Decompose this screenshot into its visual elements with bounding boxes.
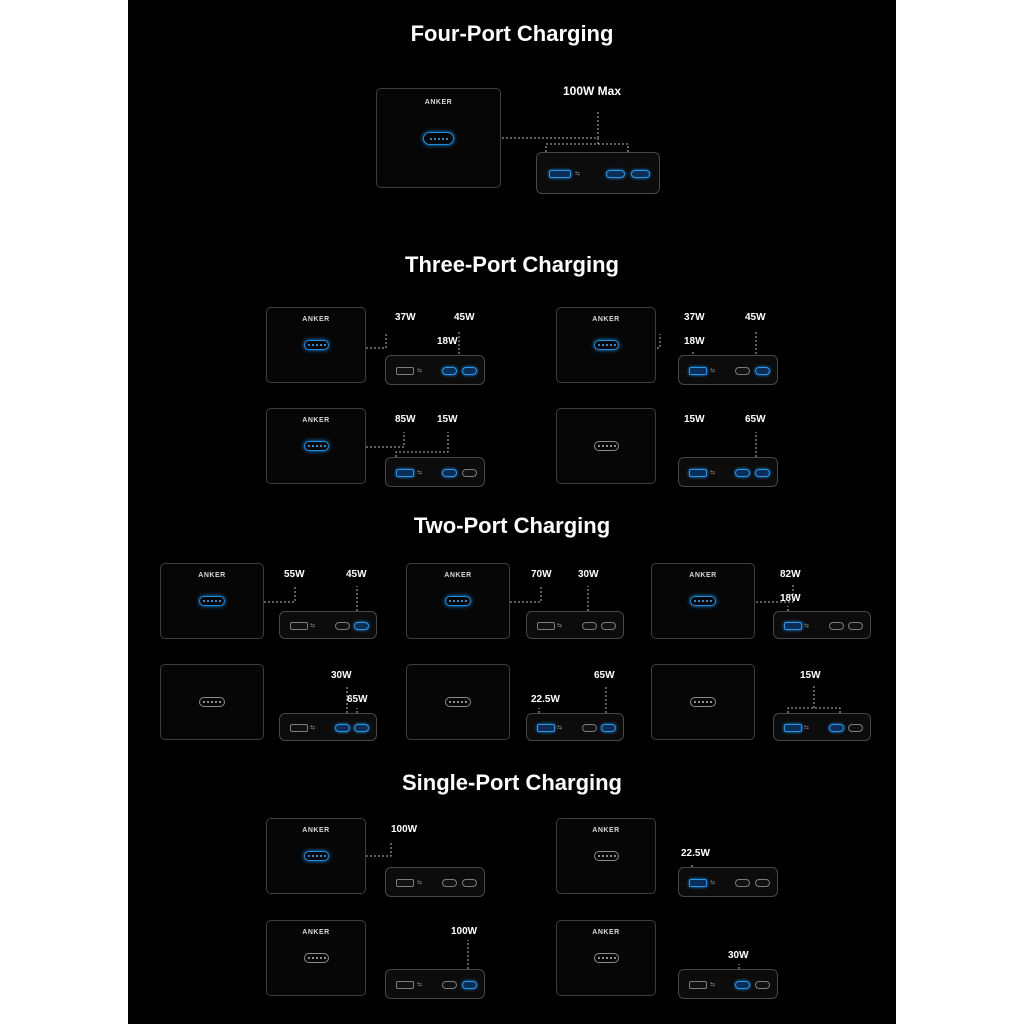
charger-port-side (773, 611, 871, 639)
usb-a-port-icon (549, 170, 571, 178)
usb-c-port-icon (631, 170, 650, 178)
usb-c-port-icon (735, 981, 750, 989)
usb-c-port-icon (442, 469, 457, 477)
usb-c-port-icon (462, 367, 477, 375)
usb-a-port-icon (396, 879, 414, 887)
charger-port-side (526, 713, 624, 741)
anker-logo: ANKER (302, 827, 330, 834)
charger-front-face (160, 563, 264, 639)
anker-logo: ANKER (302, 417, 330, 424)
usb-c-port-icon (582, 724, 597, 732)
wattage-label: 22.5W (681, 848, 710, 859)
wattage-label: 100W (391, 824, 418, 835)
display-indicator-icon (690, 596, 716, 606)
port-symbol-icon: ⇆ (417, 982, 423, 988)
wattage-label: 22.5W (531, 694, 560, 705)
usb-a-port-icon (537, 622, 555, 630)
wattage-label: 100W (451, 926, 478, 937)
charger-front-face (651, 664, 755, 740)
section-title-two-port: Two-Port Charging (413, 513, 611, 538)
anker-logo: ANKER (592, 316, 620, 323)
usb-c-port-icon (601, 724, 616, 732)
charger-port-side (385, 969, 485, 999)
usb-c-port-icon (335, 724, 350, 732)
charger-front-face (651, 563, 755, 639)
charger-port-side (536, 152, 660, 194)
usb-a-port-icon (689, 879, 707, 887)
usb-a-port-icon (396, 469, 414, 477)
anker-logo: ANKER (424, 99, 453, 106)
charger-front-face (556, 818, 656, 894)
usb-c-port-icon (829, 724, 844, 732)
port-symbol-icon: ⇆ (557, 725, 563, 731)
port-symbol-icon: ⇆ (804, 623, 810, 629)
charger-front-face (556, 307, 656, 383)
usb-c-port-icon (462, 879, 477, 887)
charger-port-side (279, 713, 377, 741)
infographic-panel (128, 0, 896, 1024)
charger-port-side (279, 611, 377, 639)
wattage-label: 65W (745, 414, 766, 425)
charger-front-face (406, 563, 510, 639)
usb-a-port-icon (689, 469, 707, 477)
port-symbol-icon: ⇆ (804, 725, 810, 731)
display-indicator-icon (594, 851, 619, 861)
display-indicator-icon (594, 441, 619, 451)
port-symbol-icon: ⇆ (710, 982, 716, 988)
display-indicator-icon (304, 441, 329, 451)
charger-port-side (385, 457, 485, 487)
usb-a-port-icon (784, 724, 802, 732)
display-indicator-icon (445, 596, 471, 606)
wattage-label: 15W (800, 670, 821, 681)
usb-c-port-icon (755, 367, 770, 375)
wattage-label: 65W (347, 694, 368, 705)
usb-c-port-icon (354, 724, 369, 732)
display-indicator-icon (304, 953, 329, 963)
charger-front-face (376, 88, 501, 188)
wattage-label: 15W (684, 414, 705, 425)
wattage-label: 30W (578, 569, 599, 580)
usb-a-port-icon (290, 724, 308, 732)
display-indicator-icon (304, 851, 329, 861)
charger-front-face (160, 664, 264, 740)
display-indicator-icon (423, 132, 454, 145)
charger-front-face (406, 664, 510, 740)
wattage-label: 70W (531, 569, 552, 580)
usb-c-port-icon (735, 367, 750, 375)
wattage-label: 45W (745, 312, 766, 323)
usb-c-port-icon (735, 469, 750, 477)
charger-front-face (266, 920, 366, 996)
wattage-label: 18W (684, 336, 705, 347)
port-symbol-icon: ⇆ (575, 171, 581, 177)
charger-front-face (266, 408, 366, 484)
anker-logo: ANKER (592, 827, 620, 834)
port-symbol-icon: ⇆ (710, 880, 716, 886)
connector-line (546, 144, 628, 152)
usb-c-port-icon (442, 981, 457, 989)
port-symbol-icon: ⇆ (310, 623, 316, 629)
usb-c-port-icon (354, 622, 369, 630)
anker-logo: ANKER (302, 316, 330, 323)
anker-logo: ANKER (302, 929, 330, 936)
display-indicator-icon (690, 697, 716, 707)
display-indicator-icon (445, 697, 471, 707)
charger-port-side (678, 867, 778, 897)
usb-c-port-icon (582, 622, 597, 630)
wattage-label: 45W (454, 312, 475, 323)
wattage-label: 18W (780, 593, 801, 604)
wattage-label: 30W (331, 670, 352, 681)
usb-c-port-icon (755, 981, 770, 989)
anker-logo: ANKER (689, 572, 717, 579)
charger-port-side (385, 355, 485, 385)
anker-logo: ANKER (198, 572, 226, 579)
usb-c-port-icon (462, 469, 477, 477)
charger-port-side (773, 713, 871, 741)
charger-port-side (678, 969, 778, 999)
wattage-label: 82W (780, 569, 801, 580)
wattage-label: 85W (395, 414, 416, 425)
usb-a-port-icon (784, 622, 802, 630)
wattage-label: 100W Max (563, 84, 622, 98)
wattage-label: 37W (395, 312, 416, 323)
usb-c-port-icon (848, 622, 863, 630)
usb-c-port-icon (442, 367, 457, 375)
usb-a-port-icon (396, 367, 414, 375)
port-symbol-icon: ⇆ (310, 725, 316, 731)
port-symbol-icon: ⇆ (557, 623, 563, 629)
display-indicator-icon (199, 697, 225, 707)
section-title-four-port: Four-Port Charging (410, 21, 614, 46)
port-symbol-icon: ⇆ (417, 880, 423, 886)
port-symbol-icon: ⇆ (710, 368, 716, 374)
charger-front-face (266, 818, 366, 894)
charger-front-face (556, 408, 656, 484)
connector-lines (128, 0, 896, 1024)
wattage-label: 30W (728, 950, 749, 961)
charger-port-side (526, 611, 624, 639)
usb-c-port-icon (606, 170, 625, 178)
usb-c-port-icon (335, 622, 350, 630)
section-title-three-port: Three-Port Charging (405, 252, 619, 277)
wattage-label: 37W (684, 312, 705, 323)
port-symbol-icon: ⇆ (417, 470, 423, 476)
usb-a-port-icon (537, 724, 555, 732)
display-indicator-icon (594, 340, 619, 350)
anker-logo: ANKER (592, 929, 620, 936)
charger-port-side (678, 457, 778, 487)
usb-a-port-icon (689, 981, 707, 989)
wattage-label: 55W (284, 569, 305, 580)
wattage-label: 15W (437, 414, 458, 425)
charger-front-face (266, 307, 366, 383)
usb-a-port-icon (290, 622, 308, 630)
charger-port-side (678, 355, 778, 385)
display-indicator-icon (199, 596, 225, 606)
usb-c-port-icon (735, 879, 750, 887)
charger-front-face (556, 920, 656, 996)
usb-a-port-icon (689, 367, 707, 375)
port-symbol-icon: ⇆ (417, 368, 423, 374)
display-indicator-icon (304, 340, 329, 350)
usb-c-port-icon (829, 622, 844, 630)
wattage-label: 18W (437, 336, 458, 347)
wattage-label: 65W (594, 670, 615, 681)
usb-c-port-icon (442, 879, 457, 887)
anker-logo: ANKER (444, 572, 472, 579)
usb-c-port-icon (755, 879, 770, 887)
port-symbol-icon: ⇆ (710, 470, 716, 476)
charger-port-side (385, 867, 485, 897)
usb-a-port-icon (396, 981, 414, 989)
usb-c-port-icon (755, 469, 770, 477)
wattage-label: 45W (346, 569, 367, 580)
section-title-single-port: Single-Port Charging (402, 770, 622, 795)
usb-c-port-icon (601, 622, 616, 630)
usb-c-port-icon (848, 724, 863, 732)
display-indicator-icon (594, 953, 619, 963)
usb-c-port-icon (462, 981, 477, 989)
